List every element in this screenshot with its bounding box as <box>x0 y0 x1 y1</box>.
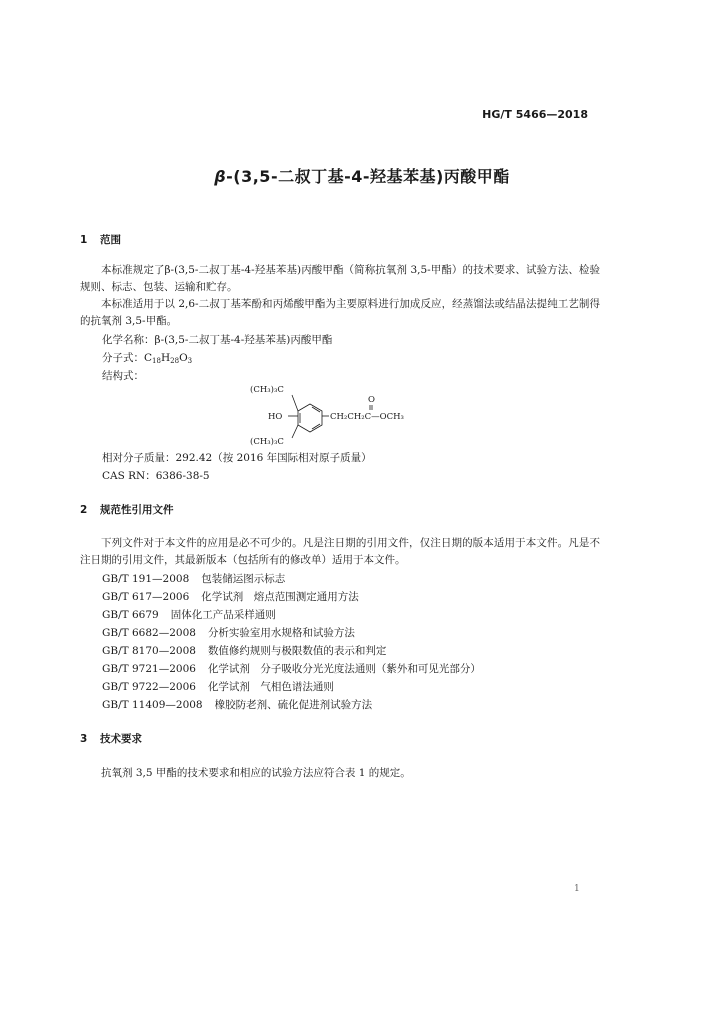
formula-o-sub: 3 <box>187 357 193 365</box>
formula-o: O <box>179 352 188 364</box>
scope-paragraph-2: 本标准适用于以 2,6-二叔丁基苯酚和丙烯酸甲酯为主要原料进行加成反应，经蒸馏法或结晶法提纯工艺制得的抗氧剂 3,5-甲酯。 <box>80 298 600 327</box>
reference-item <box>102 589 359 604</box>
standard-number: HG/T 5466—2018 <box>482 108 588 121</box>
reference-item <box>102 607 276 622</box>
reference-title: 化学试剂 分子吸收分光光度法通则（紫外和可见光部分） <box>207 663 481 675</box>
reference-item <box>102 643 386 658</box>
section-3-heading <box>80 731 142 746</box>
reference-item <box>102 625 355 640</box>
molecular-formula <box>102 350 192 365</box>
reference-item <box>102 697 372 712</box>
section-2-heading <box>80 502 174 517</box>
reference-item <box>102 571 285 586</box>
page-number: 1 <box>574 884 580 894</box>
reference-title: 分析实验室用水规格和试验方法 <box>207 627 355 639</box>
reference-title: 数值修约规则与极限数值的表示和判定 <box>207 645 387 657</box>
section-number: 2 <box>80 504 88 516</box>
reference-code: GB/T 6679 <box>102 609 159 621</box>
reference-code: GB/T 9722—2006 <box>102 681 196 693</box>
reference-title: 固体化工产品采样通则 <box>170 609 276 621</box>
reference-title: 化学试剂 气相色谱法通则 <box>207 681 334 693</box>
section-number: 1 <box>80 234 88 246</box>
molecular-mass: 相对分子质量：292.42（按 2016 年国际相对原子质量） <box>102 452 372 464</box>
reference-title: 橡胶防老剂、硫化促进剂试验方法 <box>214 699 373 711</box>
structure-chain: CH₂CH₂C—OCH₃ <box>330 412 404 422</box>
chemical-name: 化学名称：β-(3,5-二叔丁基-4-羟基苯基)丙酸甲酯 <box>102 334 333 346</box>
section-3-body <box>80 765 600 782</box>
structure-label: 结构式： <box>102 370 144 382</box>
reference-code: GB/T 617—2006 <box>102 591 190 603</box>
document-title <box>0 164 724 187</box>
section-2-body <box>80 535 600 569</box>
section-number: 3 <box>80 733 88 745</box>
reference-item <box>102 661 481 676</box>
reference-title: 包装储运图示标志 <box>201 573 286 585</box>
structure-bottom-group: (CH₃)₃C <box>250 437 284 447</box>
section-title: 范围 <box>100 234 121 246</box>
formula-c: C <box>144 352 153 364</box>
structure-top-group: (CH₃)₃C <box>250 385 284 395</box>
reference-code: GB/T 191—2008 <box>102 573 190 585</box>
reference-code: GB/T 6682—2008 <box>102 627 196 639</box>
title-text: -(3,5-二叔丁基-4-羟基苯基)丙酸甲酯 <box>226 167 510 186</box>
section-title: 规范性引用文件 <box>100 504 174 516</box>
structure-carbonyl-o: O <box>368 395 375 405</box>
title-beta: β <box>214 167 227 186</box>
reference-title: 化学试剂 熔点范围测定通用方法 <box>201 591 359 603</box>
formula-h: H <box>160 352 171 364</box>
section-title: 技术要求 <box>100 733 142 745</box>
structural-formula <box>250 382 440 454</box>
reference-item <box>102 679 334 694</box>
cas-number: CAS RN：6386-38-5 <box>102 470 210 482</box>
reference-code: GB/T 11409—2008 <box>102 699 203 711</box>
reference-code: GB/T 8170—2008 <box>102 645 196 657</box>
formula-label: 分子式： <box>102 352 144 364</box>
reference-code: GB/T 9721—2006 <box>102 663 196 675</box>
section-1-heading <box>80 232 121 247</box>
structure-ho: HO <box>268 412 283 422</box>
references-intro: 下列文件对于本文件的应用是必不可少的。凡是注日期的引用文件，仅注日期的版本适用于本文件。凡是不注日期的引用文件，其最新版本（包括所有的修改单）适用于本文件。 <box>80 537 600 566</box>
formula-c-sub: 18 <box>152 357 161 365</box>
requirements-paragraph: 抗氧剂 3,5 甲酯的技术要求和相应的试验方法应符合表 1 的规定。 <box>101 767 411 779</box>
section-1-body <box>80 262 600 330</box>
scope-paragraph-1: 本标准规定了β-(3,5-二叔丁基-4-羟基苯基)丙酸甲酯（简称抗氧剂 3,5-甲酯）的技术要求、试验方法、检验规则、标志、包装、运输和贮存。 <box>80 264 600 293</box>
formula-h-sub: 28 <box>170 357 180 365</box>
